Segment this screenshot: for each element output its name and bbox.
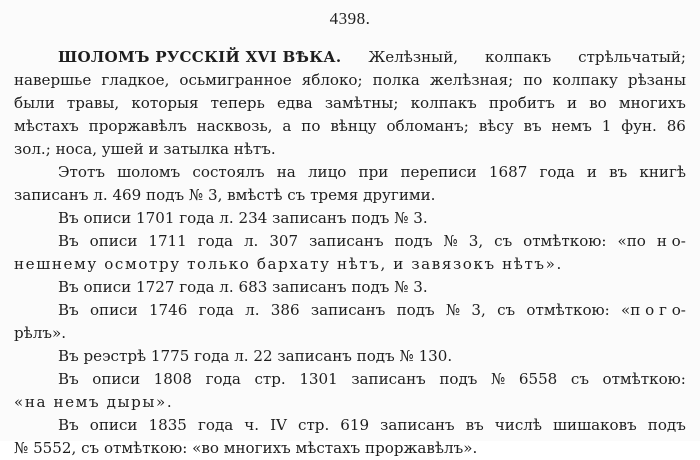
text-segment: подъ: [647, 416, 686, 434]
text-segment: колпаку: [552, 71, 618, 89]
text-segment: стр.: [254, 370, 286, 388]
text-segment: Въ: [58, 416, 79, 434]
text-segment: насквозь,: [196, 117, 273, 135]
text-line: [14, 299, 686, 322]
text-line: [14, 161, 686, 184]
text-segment: 619: [340, 416, 370, 434]
text-segment: навершье: [14, 71, 92, 89]
text-segment: вѣнцу: [330, 117, 377, 135]
text-segment: по: [523, 71, 543, 89]
text-line: [14, 253, 686, 276]
text-line: [14, 46, 686, 69]
text-segment: лицо: [307, 163, 347, 181]
text-segment: года: [198, 301, 234, 319]
text-segment: состоялъ: [192, 163, 265, 181]
text-segment: описи: [89, 416, 138, 434]
text-segment: нешнему осмотру только бархату нѣтъ, и завязокъ нѣтъ».: [14, 255, 563, 273]
text-segment: «по: [617, 232, 646, 250]
text-segment: полка: [372, 71, 420, 89]
text-segment: и: [566, 94, 578, 112]
text-segment: числѣ: [494, 416, 542, 434]
text-segment: Въ описи 1701 года л. 234 записанъ подъ № 3.: [58, 209, 428, 227]
text-segment: №: [443, 232, 458, 250]
text-segment: подъ: [439, 370, 478, 388]
text-segment: «на немъ дыры».: [14, 393, 174, 411]
text-segment: и: [586, 163, 597, 181]
text-segment: немъ: [551, 117, 592, 135]
text-segment: рѣзаны: [627, 71, 686, 89]
text-segment: желѣзная;: [429, 71, 514, 89]
text-segment: ч.: [244, 416, 260, 434]
text-line: [14, 414, 686, 437]
text-segment: «п о г о-: [621, 301, 686, 319]
text-segment: ШОЛОМЪ РУССКІЙ XVI ВѢКА.: [58, 48, 342, 66]
text-segment: описи: [89, 232, 138, 250]
text-segment: записанъ: [309, 232, 384, 250]
text-segment: описи: [89, 301, 138, 319]
text-segment: шоломъ: [117, 163, 181, 181]
text-segment: Въ: [58, 370, 79, 388]
text-segment: 1746: [148, 301, 188, 319]
text-segment: которыя: [131, 94, 199, 112]
text-segment: рѣлъ».: [14, 324, 66, 342]
text-line: [14, 138, 686, 161]
text-segment: 386: [270, 301, 300, 319]
text-segment: года: [539, 163, 575, 181]
text-segment: по: [301, 117, 321, 135]
text-segment: отмѣткою:: [523, 232, 607, 250]
text-line: [14, 69, 686, 92]
text-segment: IV: [270, 416, 287, 434]
text-segment: л.: [243, 232, 259, 250]
text-segment: №: [490, 370, 506, 388]
text-line: [14, 345, 686, 368]
text-segment: переписи: [400, 163, 477, 181]
text-segment: вѣсу: [478, 117, 514, 135]
page-number: 4398.: [329, 9, 371, 28]
text-segment: мѣстахъ: [14, 117, 79, 135]
text-segment: колпакъ: [484, 48, 552, 66]
text-segment: съ: [570, 370, 589, 388]
text-segment: пробитъ: [488, 94, 555, 112]
text-segment: съ: [494, 232, 513, 250]
text-segment: отмѣткою:: [602, 370, 686, 388]
text-segment: колпакъ: [410, 94, 477, 112]
text-segment: 1687: [488, 163, 528, 181]
text-segment: записанъ: [351, 370, 426, 388]
text-segment: проржавѣлъ: [88, 117, 187, 135]
text-segment: Желѣзный,: [368, 48, 459, 66]
text-line: [14, 207, 686, 230]
document-text: [14, 46, 686, 460]
text-segment: а: [282, 117, 292, 135]
text-segment: фун.: [621, 117, 657, 135]
text-segment: замѣтны;: [324, 94, 399, 112]
text-segment: въ: [609, 163, 628, 181]
text-segment: года: [197, 232, 234, 250]
text-segment: Въ: [58, 232, 79, 250]
text-segment: въ: [465, 416, 484, 434]
text-segment: 6558: [518, 370, 558, 388]
text-segment: 1835: [148, 416, 187, 434]
text-segment: обломанъ;: [386, 117, 469, 135]
text-segment: гладкое,: [101, 71, 170, 89]
text-line: [14, 115, 686, 138]
text-segment: многихъ: [618, 94, 686, 112]
text-segment: отмѣткою:: [526, 301, 610, 319]
text-segment: года: [197, 416, 234, 434]
text-segment: на: [276, 163, 296, 181]
text-line: [14, 322, 686, 345]
text-line: [14, 230, 686, 253]
text-segment: Въ: [58, 301, 79, 319]
text-segment: стр.: [298, 416, 330, 434]
text-line: [14, 184, 686, 207]
text-segment: года: [205, 370, 241, 388]
text-line: [14, 437, 686, 460]
text-segment: Этотъ: [58, 163, 105, 181]
text-segment: подъ: [396, 301, 435, 319]
text-segment: зол.; носа, ушей и затылка нѣтъ.: [14, 140, 276, 158]
text-line: [14, 92, 686, 115]
text-segment: № 5552, съ отмѣткою: «во многихъ мѣстахъ проржавѣлъ».: [14, 439, 478, 457]
text-segment: 1808: [153, 370, 193, 388]
text-segment: Въ реэстрѣ 1775 года л. 22 записанъ подъ № 130.: [58, 347, 453, 365]
text-segment: во: [589, 94, 607, 112]
text-segment: 3,: [471, 301, 486, 319]
text-segment: едва: [276, 94, 313, 112]
text-line: [14, 391, 686, 414]
text-segment: съ: [497, 301, 516, 319]
text-segment: 1711: [148, 232, 187, 250]
text-segment: 307: [269, 232, 299, 250]
text-segment: шишаковъ: [553, 416, 637, 434]
text-segment: Въ описи 1727 года л. 683 записанъ подъ № 3.: [58, 278, 428, 296]
text-segment: л.: [245, 301, 260, 319]
text-segment: записанъ: [380, 416, 455, 434]
text-segment: въ: [523, 117, 542, 135]
text-segment: записанъ: [310, 301, 386, 319]
text-segment: записанъ л. 469 подъ № 3, вмѣстѣ съ тремя другими.: [14, 186, 436, 204]
text-segment: 3,: [468, 232, 484, 250]
text-segment: 1301: [299, 370, 338, 388]
text-segment: н о-: [656, 232, 686, 250]
text-segment: осьмигранное: [179, 71, 292, 89]
text-segment: были: [14, 94, 55, 112]
text-segment: 1: [601, 117, 612, 135]
text-segment: книгѣ: [639, 163, 686, 181]
text-segment: травы,: [66, 94, 120, 112]
text-segment: яблоко;: [301, 71, 363, 89]
text-segment: 86: [666, 117, 686, 135]
text-line: [14, 368, 686, 391]
text-segment: описи: [92, 370, 141, 388]
text-line: [14, 276, 686, 299]
text-segment: теперь: [210, 94, 265, 112]
text-segment: подъ: [394, 232, 433, 250]
text-segment: стрѣльчатый;: [578, 48, 686, 66]
text-segment: №: [445, 301, 461, 319]
text-segment: при: [358, 163, 389, 181]
